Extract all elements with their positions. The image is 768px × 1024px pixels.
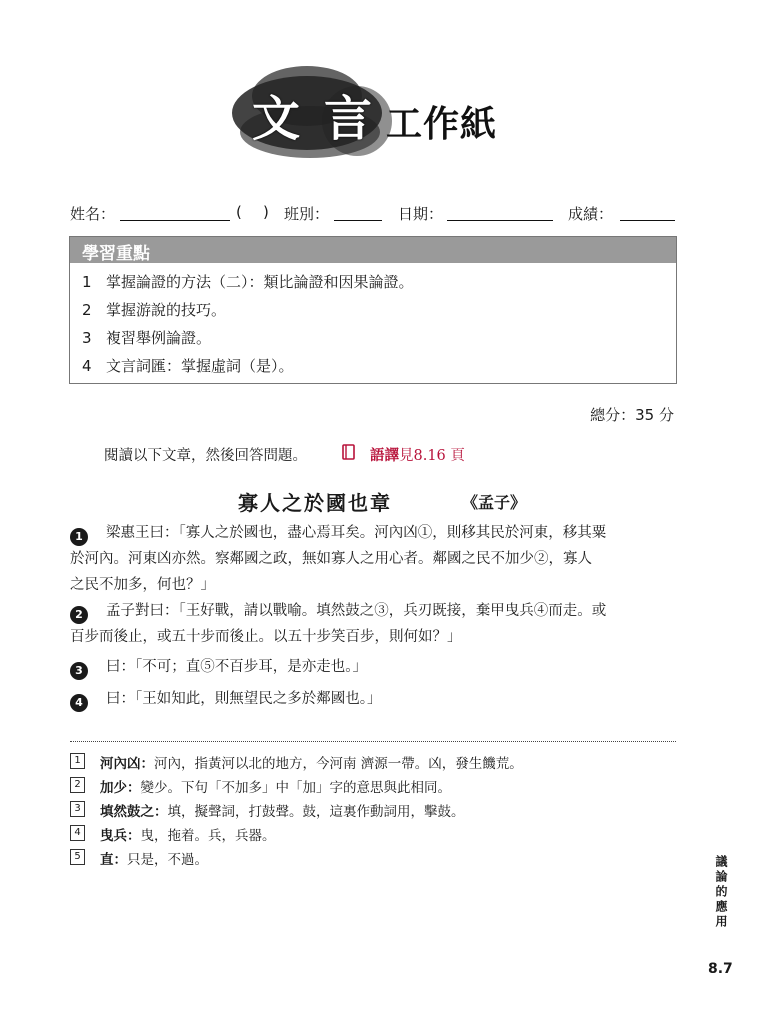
learning-focus-heading: 學習重點 bbox=[82, 244, 150, 264]
paragraph-number-badge: 3 bbox=[70, 662, 88, 680]
date-field[interactable] bbox=[447, 220, 553, 221]
translation-reference[interactable] bbox=[370, 444, 465, 465]
focus-item: 1 掌握論證的方法（二）：類比論證和因果論證。 bbox=[82, 273, 414, 291]
score-field[interactable] bbox=[620, 220, 675, 221]
title-worksheet: 工作紙 bbox=[386, 104, 498, 145]
paragraph-number-badge: 2 bbox=[70, 606, 88, 624]
paragraph-1: 梁惠王曰：「寡人之於國也，盡心焉耳矣。河內凶①，則移其民於河東，移其粟 於河內。河東凶亦然。察鄰國之政，無如寡人之用心者。鄰國之民不加少②，寡人 之民不加多，何也？」 bbox=[70, 525, 607, 593]
paragraph-2: 孟子對曰：「王好戰，請以戰喻。填然鼓之③，兵刃既接，棄甲曳兵④而走。或 百步而後止，或五十步而後止。以五十步笑百步，則何如？」 bbox=[70, 603, 607, 645]
learning-focus-box bbox=[69, 236, 677, 384]
name-label: 姓名： bbox=[70, 205, 116, 223]
name-field[interactable] bbox=[120, 220, 230, 221]
title-char-yan: 言 bbox=[324, 91, 373, 147]
paragraph-number-badge: 4 bbox=[70, 694, 88, 712]
piece-title: 寡人之於國也章 bbox=[238, 491, 392, 515]
paragraph-number-badge: 1 bbox=[70, 528, 88, 546]
notes-divider bbox=[70, 741, 676, 742]
paragraph-4: 曰：「王如知此，則無望民之多於鄰國也。」 bbox=[106, 691, 382, 707]
translation-label: 語譯 bbox=[370, 448, 399, 464]
score-label: 成績： bbox=[568, 205, 614, 223]
paragraph-3: 曰：「不可；直⑤不百步耳，是亦走也。」 bbox=[106, 659, 367, 675]
learning-focus-header bbox=[70, 237, 676, 263]
class-number-close: ) bbox=[263, 203, 269, 221]
page-number: 8.7 bbox=[708, 961, 733, 977]
class-field[interactable] bbox=[334, 220, 382, 221]
focus-item: 3 複習舉例論證。 bbox=[82, 329, 212, 347]
piece-source: 《孟子》 bbox=[462, 493, 527, 512]
class-label: 班別： bbox=[284, 205, 330, 223]
focus-item: 4 文言詞匯：掌握虛詞（是）。 bbox=[82, 357, 294, 375]
date-label: 日期： bbox=[398, 205, 444, 223]
instruction-text: 閱讀以下文章，然後回答問題。 bbox=[104, 448, 307, 464]
side-chapter-label: 議論的應用 bbox=[714, 855, 728, 930]
total-score: 總分：35 分 bbox=[590, 406, 674, 424]
class-number-open: ( bbox=[236, 203, 242, 221]
title-char-wen: 文 bbox=[252, 91, 301, 147]
book-icon bbox=[342, 444, 356, 460]
translation-page: 見8.16 頁 bbox=[399, 448, 465, 464]
focus-item: 2 掌握游說的技巧。 bbox=[82, 301, 227, 319]
